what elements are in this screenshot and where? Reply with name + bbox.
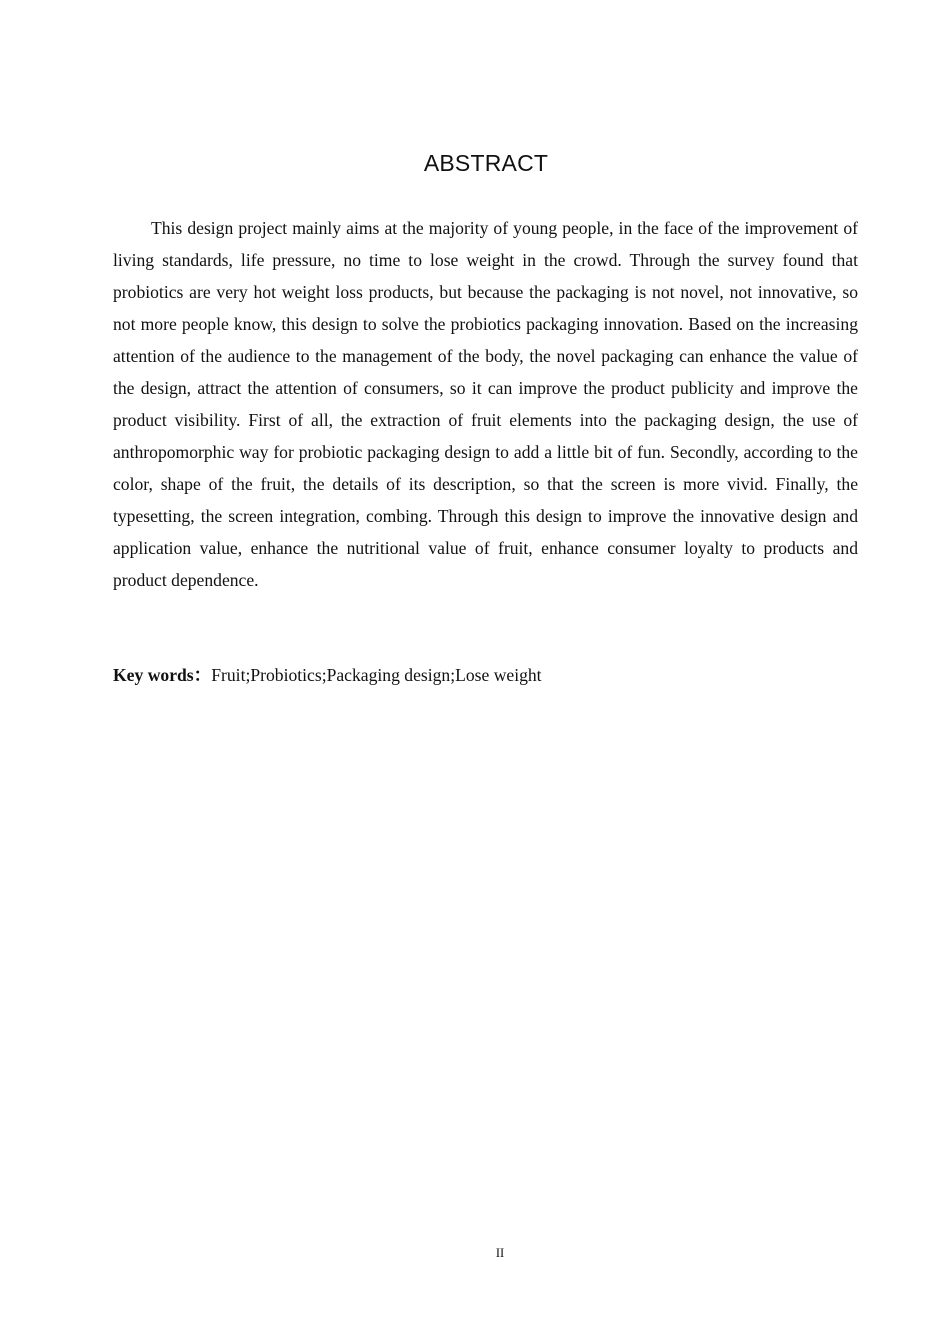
abstract-body: This design project mainly aims at the majority of young people, in the face of the improvement of living standards, life pressure, no time to lose weight in the crowd. Through the survey found that probiotics are very hot weight loss products, but because the packaging is not novel, not innovative, so not more people know, this design to solve the probiotics packaging innovation. Based on the increasing attention of the audience to the management of the body, the novel packaging can enhance the value of the design, attract the attention of consumers, so it can improve the product publicity and improve the product visibility. First of all, the extraction of fruit elements into the packaging design, the use of anthropomorphic way for probiotic packaging design to add a little bit of fun. Secondly, according to the color, shape of the fruit, the details of its description, so that the screen is more vivid. Finally, the typesetting, the screen integration, combing. Through this design to improve the innovative design and application value, enhance the nutritional value of fruit, enhance consumer loyalty to products and product dependence. (113, 218, 858, 590)
abstract-title: ABSTRACT (423, 150, 549, 176)
keywords-line (113, 659, 858, 691)
keywords-label: Key words： (113, 665, 212, 685)
page-number: II (495, 1246, 505, 1260)
keywords-value: Fruit;Probiotics;Packaging design;Lose weight (211, 665, 542, 685)
